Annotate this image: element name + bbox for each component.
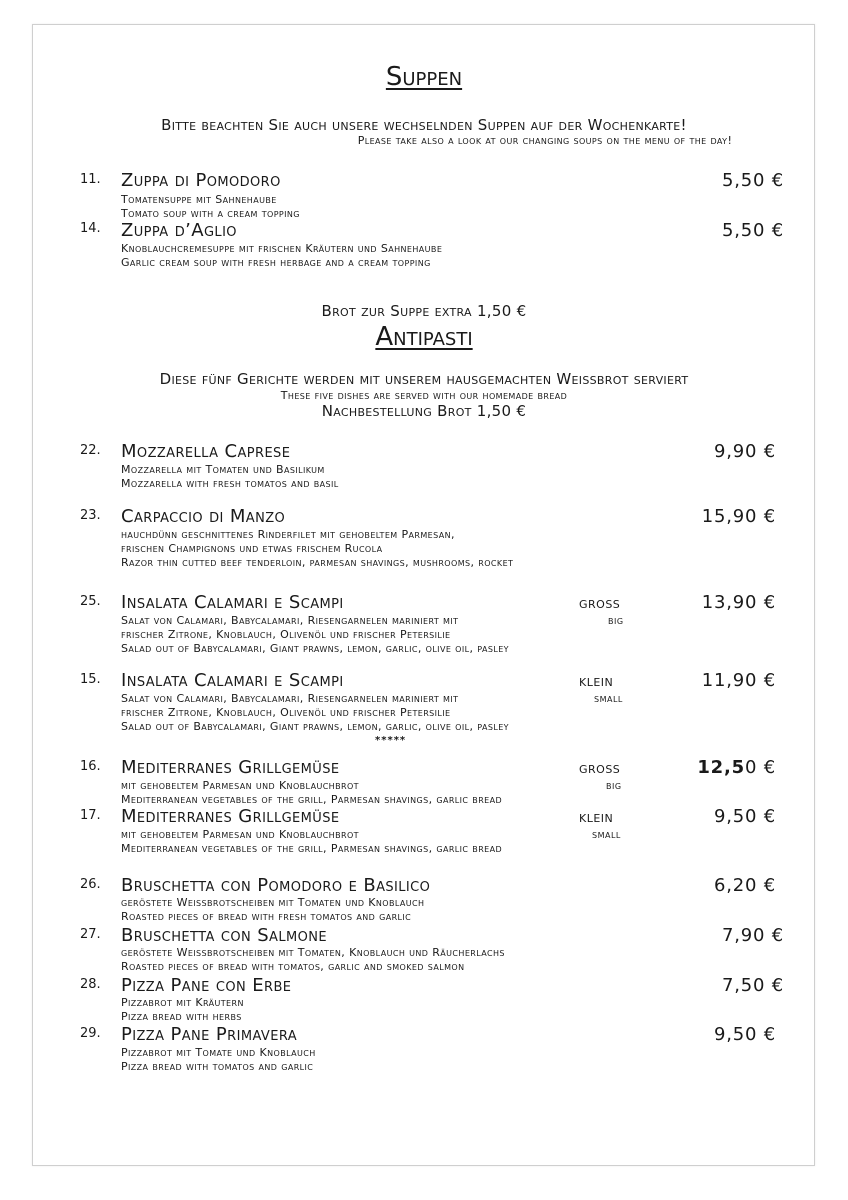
item-desc-en: Roasted pieces of bread with tomatos, garlic and smoked salmon (121, 960, 465, 973)
item-desc-de: hauchdünn geschnittenes Rinderfilet mit gehobeltem Parmesan, (121, 528, 455, 541)
bread-note: Brot zur Suppe extra 1,50 € (321, 302, 527, 320)
item-number: 26. (80, 877, 101, 892)
item-desc-de-2: frischer Zitrone, Knoblauch, Olivenöl und frischer Petersilie (121, 628, 451, 641)
item-desc-en: Pizza bread with tomatos and garlic (121, 1060, 314, 1073)
item-number: 17. (80, 808, 101, 823)
item-size: gross (579, 594, 621, 612)
item-desc-de-2: frischer Zitrone, Knoblauch, Olivenöl und frischer Petersilie (121, 706, 451, 719)
item-desc-de-2: frischen Champignons und etwas frischem Rucola (121, 542, 383, 555)
item-desc-en: Razor thin cutted beef tenderloin, parmesan shavings, mushrooms, rocket (121, 556, 514, 569)
item-size-en: big (608, 614, 624, 627)
item-price: 9,50 € (713, 806, 776, 827)
item-desc-de: geröstete Weissbrotscheiben mit Tomaten und Knoblauch (121, 896, 425, 909)
item-price: 9,50 € (713, 1024, 776, 1045)
item-size-en: small (594, 692, 623, 705)
item-price: 7,50 € (721, 975, 784, 996)
item-desc-en: Salad out of Babycalamari, Giant prawns, lemon, garlic, olive oil, pasley (121, 720, 509, 733)
item-number: 27. (80, 927, 101, 942)
item-name: Zuppa di Pomodoro (121, 170, 281, 191)
item-name: Bruschetta con Pomodoro e Basilico (121, 875, 431, 896)
item-price: 9,90 € (713, 441, 776, 462)
item-desc-en: Tomato soup with a cream topping (121, 207, 300, 220)
item-desc-en: Mediterranean vegetables of the grill, Parmesan shavings, garlic bread (121, 842, 503, 855)
item-name: Pizza Pane con Erbe (121, 975, 292, 996)
antipasti-note-en: These five dishes are served with our homemade bread (280, 389, 568, 402)
suppen-note-de: Bitte beachten Sie auch unsere wechselnden Suppen auf der Wochenkarte! (161, 116, 687, 134)
item-size: klein (579, 808, 614, 826)
antipasti-note-reorder: Nachbestellung Brot 1,50 € (321, 402, 527, 420)
item-number: 25. (80, 594, 101, 609)
item-number: 29. (80, 1026, 101, 1041)
item-price: 13,90 € (701, 592, 776, 613)
item-number: 28. (80, 977, 101, 992)
item-price: 15,90 € (701, 506, 776, 527)
item-desc-de: Salat von Calamari, Babycalamari, Riesengarnelen mariniert mit (121, 692, 459, 705)
item-price-bold-part: 12,5 (697, 757, 745, 778)
item-number: 23. (80, 508, 101, 523)
item-price: 5,50 € (721, 170, 784, 191)
item-size-en: big (606, 779, 622, 792)
item-desc-en: Roasted pieces of bread with fresh tomatos and garlic (121, 910, 412, 923)
item-desc-de: Salat von Calamari, Babycalamari, Riesengarnelen mariniert mit (121, 614, 459, 627)
item-name: Insalata Calamari e Scampi (121, 670, 344, 691)
item-price-rest: 0 € (744, 757, 776, 778)
section-title-antipasti: Antipasti (375, 322, 473, 352)
item-number: 22. (80, 443, 101, 458)
item-name: Mozzarella Caprese (121, 441, 291, 462)
item-name: Carpaccio di Manzo (121, 506, 286, 527)
item-desc-de: Pizzabrot mit Kräutern (121, 996, 244, 1009)
item-name: Mediterranes Grillgemüse (121, 806, 340, 827)
item-name: Pizza Pane Primavera (121, 1024, 298, 1045)
item-price: 11,90 € (701, 670, 776, 691)
item-number: 14. (80, 221, 101, 236)
item-price: 7,90 € (721, 925, 784, 946)
item-desc-en: Salad out of Babycalamari, Giant prawns, lemon, garlic, olive oil, pasley (121, 642, 509, 655)
antipasti-note-de: Diese fünf Gerichte werden mit unserem hausgemachten Weissbrot serviert (159, 370, 689, 388)
item-desc-de: Pizzabrot mit Tomate und Knoblauch (121, 1046, 316, 1059)
item-desc-de: Tomatensuppe mit Sahnehaube (121, 193, 277, 206)
item-desc-en: Pizza bread with herbs (121, 1010, 242, 1023)
item-desc-de: geröstete Weissbrotscheiben mit Tomaten, Knoblauch und Räucherlachs (121, 946, 505, 959)
item-number: 16. (80, 759, 101, 774)
item-name: Bruschetta con Salmone (121, 925, 327, 946)
item-name: Insalata Calamari e Scampi (121, 592, 344, 613)
item-size: klein (579, 672, 614, 690)
item-name: Zuppa d’Aglio (121, 220, 237, 241)
item-size: gross (579, 759, 621, 777)
item-price: 6,20 € (713, 875, 776, 896)
item-desc-de: Knoblauchcremesuppe mit frischen Kräutern und Sahnehaube (121, 242, 443, 255)
section-title-suppen: Suppen (385, 62, 463, 92)
item-name: Mediterranes Grillgemüse (121, 757, 340, 778)
item-desc-en: Garlic cream soup with fresh herbage and a cream topping (121, 256, 431, 269)
item-desc-en: Mozzarella with fresh tomatos and basil (121, 477, 339, 490)
item-number: 15. (80, 672, 101, 687)
item-number: 11. (80, 172, 101, 187)
item-price: 5,50 € (721, 220, 784, 241)
item-price (697, 757, 776, 778)
item-desc-de: mit gehobeltem Parmesan und Knoblauchbrot (121, 828, 359, 841)
suppen-note-en: Please take also a look at our changing soups on the menu of the day! (357, 134, 733, 147)
item-desc-de: Mozzarella mit Tomaten und Basilikum (121, 463, 325, 476)
separator-stars: ***** (375, 735, 407, 746)
item-desc-en: Mediterranean vegetables of the grill, Parmesan shavings, garlic bread (121, 793, 503, 806)
item-size-en: small (592, 828, 621, 841)
item-desc-de: mit gehobeltem Parmesan und Knoblauchbrot (121, 779, 359, 792)
